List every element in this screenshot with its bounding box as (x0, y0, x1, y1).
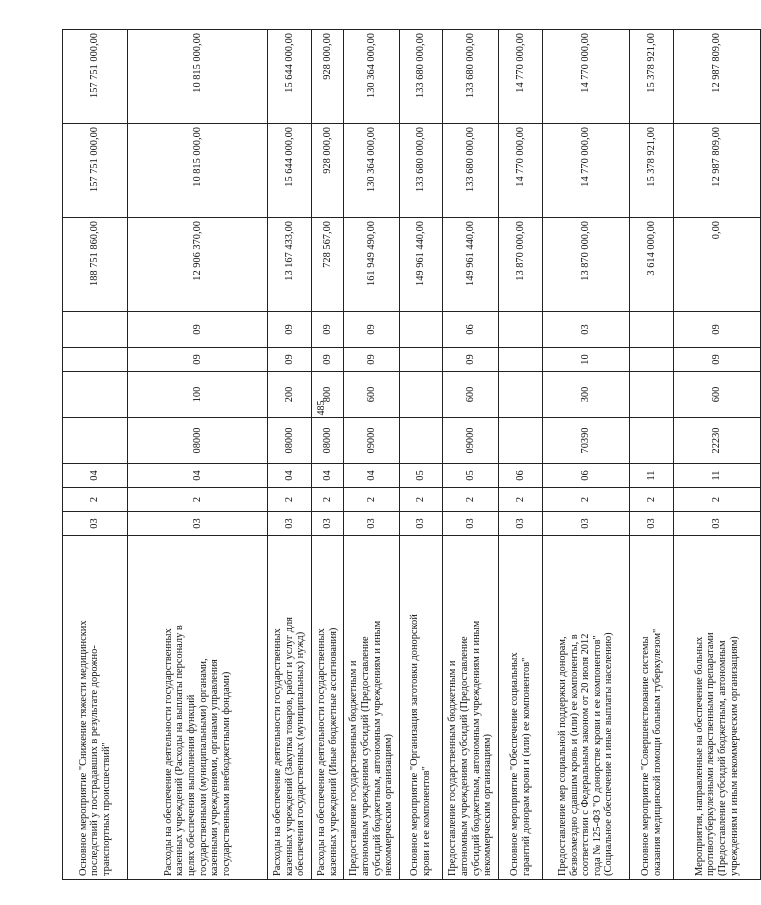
table-row (400, 30, 443, 880)
table-row (543, 30, 630, 880)
row-code-c3: 05 (443, 464, 499, 488)
row-code-c6: 10 (543, 348, 630, 372)
row-name-line: (Предоставление субсидий бюджетным, автономным (717, 640, 728, 876)
row-code-c1: 03 (630, 512, 674, 536)
row-code-c6: 09 (443, 348, 499, 372)
row-code-c1: 03 (400, 512, 443, 536)
row-code-c5 (400, 372, 443, 418)
row-amount-v1: 728 567,00 (312, 218, 344, 312)
row-code-c3: 05 (400, 464, 443, 488)
row-name-line: Расходы на обеспечение деятельности государственных (272, 628, 284, 876)
row-name-line: Основное мероприятие "Совершенствование системы (639, 636, 651, 876)
row-code-c7: 09 (128, 312, 268, 348)
row-code-c4: 08000 (128, 418, 268, 464)
row-code-c7 (630, 312, 674, 348)
row-code-c3: 04 (63, 464, 128, 488)
row-amount-v3: 928 000,00 (312, 30, 344, 124)
row-name-line: Предоставление государственным бюджетным и (447, 660, 459, 876)
row-name-line: Мероприятия, направленные на обеспечение больных (693, 636, 705, 876)
row-name-line: некоммерческим организациям) (482, 734, 494, 876)
row-name-cell (543, 536, 630, 880)
row-amount-v1: 13 167 433,00 (268, 218, 312, 312)
row-code-c4: 08000 (312, 418, 344, 464)
table-row (63, 30, 128, 880)
row-name-line: целях обеспечения выполнения функций (185, 694, 197, 876)
row-code-c3: 04 (312, 464, 344, 488)
row-name-cell (268, 536, 312, 880)
row-code-c3: 06 (499, 464, 543, 488)
row-code-c4: 22230 (674, 418, 761, 464)
row-code-c2: 2 (443, 488, 499, 512)
row-code-c3: 04 (128, 464, 268, 488)
row-name-line: транспортных происшествий" (100, 742, 112, 876)
row-amount-v2: 133 680 000,00 (400, 124, 443, 218)
row-code-c5 (63, 372, 128, 418)
row-amount-v2: 15 378 921,00 (630, 124, 674, 218)
table-row (312, 30, 344, 880)
row-code-c2: 2 (312, 488, 344, 512)
row-code-c1: 03 (312, 512, 344, 536)
row-code-c6: 09 (268, 348, 312, 372)
row-code-c2: 2 (268, 488, 312, 512)
row-amount-v3: 133 680 000,00 (443, 30, 499, 124)
row-code-c6 (63, 348, 128, 372)
row-code-c5 (499, 372, 543, 418)
row-amount-v3: 15 378 921,00 (630, 30, 674, 124)
row-name-line: некоммерческим организациям) (383, 734, 395, 876)
row-name-cell (674, 536, 761, 880)
row-code-c4: 09000 (344, 418, 400, 464)
row-code-c7: 03 (543, 312, 630, 348)
row-amount-v1: 149 961 440,00 (400, 218, 443, 312)
row-name-line: учреждениям и иным некоммерческим организациям) (728, 636, 740, 876)
row-name-line: государственными (муниципальными) органами, (197, 658, 209, 876)
row-code-c4: 09000 (443, 418, 499, 464)
row-name-line: противотуберкулезными лекарственными препаратами (705, 632, 717, 876)
row-amount-v2: 130 364 000,00 (344, 124, 400, 218)
row-code-c4 (499, 418, 543, 464)
row-name-line: безвозмездно сдавшим кровь и (или) ее компоненты, в (568, 634, 580, 876)
row-code-c3: 11 (674, 464, 761, 488)
row-name-line: государственными внебюджетными фондами) (220, 671, 232, 876)
row-name-cell (312, 536, 344, 880)
row-amount-v2: 157 751 000,00 (63, 124, 128, 218)
row-amount-v2: 14 770 000,00 (499, 124, 543, 218)
row-name-line: Предоставление государственным бюджетным и (348, 660, 360, 876)
row-code-c7: 09 (268, 312, 312, 348)
row-name-line: последствий у пострадавших в результате дорожно- (89, 645, 101, 876)
row-code-c2: 2 (344, 488, 400, 512)
row-amount-v1: 3 614 000,00 (630, 218, 674, 312)
row-amount-v2: 133 680 000,00 (443, 124, 499, 218)
row-name-line: Расходы на обеспечение деятельности государственных (315, 628, 327, 876)
row-code-c7 (400, 312, 443, 348)
row-code-c5 (630, 372, 674, 418)
row-amount-v1: 161 949 490,00 (344, 218, 400, 312)
budget-table (62, 29, 761, 880)
row-code-c5: 600 (344, 372, 400, 418)
row-name-cell (63, 536, 128, 880)
row-amount-v1: 12 906 370,00 (128, 218, 268, 312)
row-amount-v3: 14 770 000,00 (499, 30, 543, 124)
row-code-c6: 09 (312, 348, 344, 372)
row-code-c7 (63, 312, 128, 348)
row-name-line: автономным учреждениям субсидий (Предоставление (458, 636, 470, 876)
row-name-line: Основное мероприятие "Снижение тяжести медицинских (77, 620, 89, 876)
row-code-c1: 03 (268, 512, 312, 536)
row-name-line: гарантий донорам крови и (или) ее компонентов" (520, 657, 532, 876)
row-code-c1: 03 (63, 512, 128, 536)
row-code-c7: 09 (674, 312, 761, 348)
row-name-line: соответствии с Федеральным законом от 20 июля 2012 (580, 633, 592, 876)
row-amount-v3: 14 770 000,00 (543, 30, 630, 124)
row-code-c1: 03 (128, 512, 268, 536)
row-amount-v2: 10 815 000,00 (128, 124, 268, 218)
row-name-line: Основное мероприятие "Организация заготовки донорской (409, 614, 421, 876)
row-code-c7 (499, 312, 543, 348)
row-amount-v3: 130 364 000,00 (344, 30, 400, 124)
row-name-line: Расходы на обеспечение деятельности государственных (162, 628, 174, 876)
row-amount-v2: 928 000,00 (312, 124, 344, 218)
row-name-line: года № 125-ФЗ "О донорстве крови и ее компонентов" (591, 635, 603, 876)
row-name-line: Основное мероприятие "Обеспечение социальных (508, 652, 520, 876)
row-name-line: Предоставление мер социальной поддержки донорам, (557, 636, 569, 876)
row-code-c1: 03 (499, 512, 543, 536)
row-code-c2: 2 (543, 488, 630, 512)
page-number: 485 (316, 400, 327, 416)
row-amount-v1: 0,00 (674, 218, 761, 312)
row-name-line: обеспечения государственных (муниципальных) нужд) (295, 631, 307, 876)
row-name-line: казенными учреждениями, органами управления (209, 659, 221, 876)
row-code-c6: 09 (674, 348, 761, 372)
row-code-c5: 600 (674, 372, 761, 418)
row-code-c1: 03 (443, 512, 499, 536)
row-code-c2: 2 (63, 488, 128, 512)
row-name-line: субсидий бюджетным, автономным учреждениям и иным (371, 620, 383, 876)
row-code-c6: 09 (344, 348, 400, 372)
row-name-line: казенных учреждений (Иные бюджетные ассигнования) (327, 627, 339, 876)
row-code-c6 (400, 348, 443, 372)
row-code-c1: 03 (543, 512, 630, 536)
row-code-c4 (630, 418, 674, 464)
row-name-line: субсидий бюджетным, автономным учреждениям и иным (470, 620, 482, 876)
row-code-c5: 800 (312, 372, 344, 418)
table-row (630, 30, 674, 880)
row-code-c4: 08000 (268, 418, 312, 464)
row-code-c5: 600 (443, 372, 499, 418)
row-code-c3: 11 (630, 464, 674, 488)
row-amount-v2: 14 770 000,00 (543, 124, 630, 218)
row-amount-v1: 188 751 860,00 (63, 218, 128, 312)
row-code-c2: 2 (128, 488, 268, 512)
row-code-c4 (400, 418, 443, 464)
table-row (344, 30, 400, 880)
row-amount-v3: 15 644 000,00 (268, 30, 312, 124)
row-amount-v3: 133 680 000,00 (400, 30, 443, 124)
row-code-c7: 09 (312, 312, 344, 348)
row-code-c2: 2 (630, 488, 674, 512)
budget-table-rotated (62, 30, 740, 880)
table-body (63, 30, 761, 880)
row-name-cell (630, 536, 674, 880)
row-amount-v3: 12 987 809,00 (674, 30, 761, 124)
row-code-c3: 04 (344, 464, 400, 488)
row-code-c6 (499, 348, 543, 372)
row-code-c5: 200 (268, 372, 312, 418)
row-code-c1: 03 (674, 512, 761, 536)
row-amount-v1: 149 961 440,00 (443, 218, 499, 312)
table-row (674, 30, 761, 880)
table-row (268, 30, 312, 880)
row-code-c7: 09 (344, 312, 400, 348)
row-code-c2: 2 (499, 488, 543, 512)
row-code-c7: 06 (443, 312, 499, 348)
table-row (443, 30, 499, 880)
row-name-cell (499, 536, 543, 880)
row-name-line: казенных учреждений (Расходы на выплаты персоналу в (174, 625, 186, 876)
row-name-cell (400, 536, 443, 880)
table-row (128, 30, 268, 880)
row-name-line: оказания медицинской помощи больным туберкулезом" (651, 628, 663, 876)
table-row (499, 30, 543, 880)
row-name-line: (Социальное обеспечение и иные выплаты населению) (603, 632, 615, 876)
row-code-c4 (63, 418, 128, 464)
row-code-c4: 70390 (543, 418, 630, 464)
row-amount-v3: 10 815 000,00 (128, 30, 268, 124)
row-code-c1: 03 (344, 512, 400, 536)
row-code-c5: 300 (543, 372, 630, 418)
row-name-line: крови и ее компонентов" (421, 766, 432, 876)
row-amount-v3: 157 751 000,00 (63, 30, 128, 124)
row-name-line: казенных учреждений (Закупка товаров, работ и услуг для (283, 617, 295, 876)
row-code-c2: 2 (674, 488, 761, 512)
row-code-c3: 06 (543, 464, 630, 488)
row-code-c6 (630, 348, 674, 372)
row-code-c5: 100 (128, 372, 268, 418)
row-name-cell (344, 536, 400, 880)
row-code-c2: 2 (400, 488, 443, 512)
row-code-c6: 09 (128, 348, 268, 372)
row-amount-v1: 13 870 000,00 (499, 218, 543, 312)
row-name-cell (128, 536, 268, 880)
row-name-cell (443, 536, 499, 880)
row-name-line: автономным учреждениям субсидий (Предоставление (359, 636, 371, 876)
row-amount-v2: 12 987 809,00 (674, 124, 761, 218)
row-amount-v2: 15 644 000,00 (268, 124, 312, 218)
row-amount-v1: 13 870 000,00 (543, 218, 630, 312)
row-code-c3: 04 (268, 464, 312, 488)
